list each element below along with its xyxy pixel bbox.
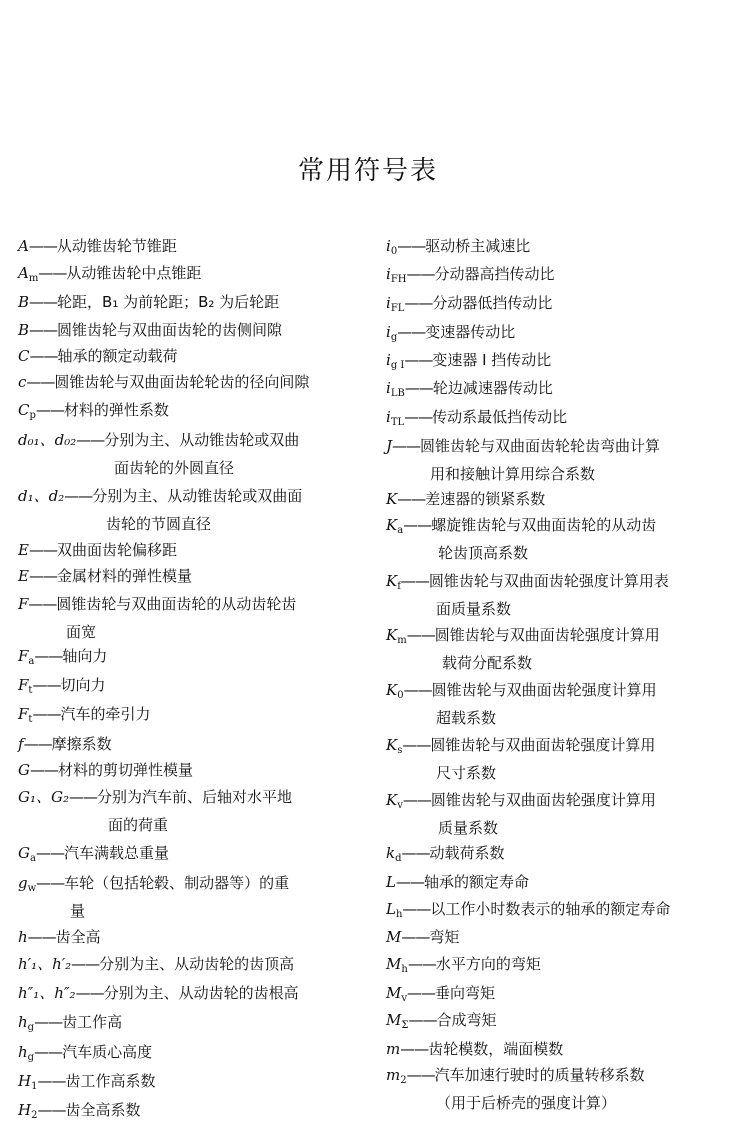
em-dash: ——: [27, 928, 56, 946]
symbol: J: [386, 437, 393, 455]
right-entry: [386, 571, 669, 618]
left-entry: [18, 1042, 152, 1068]
symbol-description: 分别为主、从动齿轮的齿根高: [103, 984, 299, 1002]
em-dash: ——: [407, 984, 436, 1002]
em-dash: ——: [400, 572, 429, 590]
right-entry: [386, 927, 459, 948]
symbol: i: [386, 237, 391, 255]
symbol: i: [386, 351, 391, 369]
symbol: L: [386, 873, 396, 891]
symbol-subscript: TL: [390, 417, 405, 428]
symbol: i: [386, 408, 391, 426]
symbol-description: 材料的弹性系数: [63, 401, 169, 419]
em-dash: ——: [75, 984, 104, 1002]
em-dash: ——: [29, 761, 58, 779]
symbol-description: 圆锥齿轮与双曲面齿轮轮齿弯曲计算: [420, 437, 661, 455]
symbol-description: 传动系最低挡传动比: [432, 408, 568, 426]
symbol: K: [386, 490, 398, 508]
em-dash: ——: [29, 321, 58, 339]
symbol-description: 差速器的锁紧系数: [425, 490, 546, 508]
symbol-subscript: Σ: [401, 1020, 409, 1031]
em-dash: ——: [404, 294, 433, 312]
em-dash: ——: [32, 676, 61, 694]
symbol-subscript: p: [29, 410, 36, 421]
page-title: 常用符号表: [297, 156, 438, 186]
symbol-subscript: g: [27, 1052, 35, 1063]
symbol-subscript: v: [401, 993, 408, 1004]
symbol-subscript: 2: [31, 1110, 38, 1121]
left-entry: [18, 236, 177, 257]
symbol: K: [386, 626, 398, 644]
left-entry: [18, 927, 101, 948]
em-dash: ——: [29, 347, 58, 365]
em-dash: ——: [35, 844, 64, 862]
symbol: G: [18, 761, 30, 779]
em-dash: ——: [34, 647, 63, 665]
right-entry: [386, 293, 552, 319]
description-continuation: 用和接触计算用综合系数: [430, 465, 596, 483]
em-dash: ——: [28, 595, 57, 613]
em-dash: ——: [28, 541, 57, 559]
em-dash: ——: [407, 955, 436, 973]
symbol: K: [386, 681, 398, 699]
description-continuation: 面质量系数: [436, 600, 512, 618]
right-entry: [386, 489, 545, 510]
right-entry: [386, 236, 530, 262]
symbol: E: [18, 567, 29, 585]
em-dash: ——: [397, 237, 426, 255]
symbol-description: 合成弯矩: [436, 1011, 497, 1029]
symbol-description: 汽车满载总重量: [63, 844, 169, 862]
em-dash: ——: [402, 900, 431, 918]
left-entry: [18, 540, 177, 561]
symbol-subscript: w: [27, 883, 37, 894]
em-dash: ——: [402, 791, 431, 809]
symbol-description: 轴向力: [62, 647, 108, 665]
symbol-subscript: v: [397, 800, 403, 811]
left-entry: [18, 983, 299, 1004]
symbol-description: 轴承的额定动载荷: [57, 347, 178, 365]
symbol-subscript: a: [28, 656, 35, 667]
left-entry: [18, 675, 105, 701]
em-dash: ——: [23, 735, 52, 753]
symbol-description: 汽车质心高度: [62, 1043, 153, 1061]
symbol: F: [18, 705, 29, 723]
symbol-subscript: FL: [390, 303, 405, 314]
symbol-description: 驱动桥主减速比: [425, 237, 531, 255]
symbol-description: 汽车加速行驶时的质量转移系数: [434, 1066, 645, 1084]
symbol-description: 切向力: [60, 676, 106, 694]
symbol: i: [386, 265, 391, 283]
symbol-description: 齿全高: [55, 928, 101, 946]
symbol: h″₁、h″₂: [18, 984, 76, 1002]
symbol-subscript: h: [401, 964, 408, 975]
symbol-description: 分别为汽车前、后轴对水平地: [97, 788, 293, 806]
symbol-subscript: f: [397, 581, 401, 592]
right-entry: [386, 436, 661, 483]
symbol-subscript: 2: [400, 1075, 407, 1086]
em-dash: ——: [34, 1013, 63, 1031]
symbol-description: 齿轮模数，端面模数: [428, 1040, 564, 1058]
symbol: d₁、d₂: [18, 487, 65, 505]
symbol: B: [18, 293, 30, 311]
right-entry: [386, 983, 495, 1009]
em-dash: ——: [392, 437, 421, 455]
symbol: i: [386, 379, 391, 397]
symbol-subscript: t: [28, 685, 33, 696]
em-dash: ——: [34, 1043, 63, 1061]
description-continuation: 齿轮的节圆直径: [106, 515, 212, 533]
right-entry: [386, 378, 553, 404]
left-entry: [18, 954, 294, 975]
symbol: h: [18, 928, 28, 946]
em-dash: ——: [32, 705, 61, 723]
em-dash: ——: [38, 264, 67, 282]
em-dash: ——: [28, 567, 57, 585]
description-continuation: 质量系数: [438, 819, 499, 837]
symbol: A: [18, 264, 29, 282]
symbol-description: 水平方向的弯矩: [435, 955, 541, 973]
symbol: E: [18, 541, 29, 559]
left-entry: [18, 1071, 155, 1097]
right-entry: [386, 680, 657, 727]
symbol-description: 双曲面齿轮偏移距: [56, 541, 177, 559]
symbol: F: [18, 676, 29, 694]
symbol: M: [386, 1011, 402, 1029]
left-entry: [18, 873, 290, 920]
symbol: k: [386, 844, 396, 862]
em-dash: ——: [36, 874, 65, 892]
symbol: K: [386, 572, 398, 590]
em-dash: ——: [28, 237, 57, 255]
symbol-subscript: g: [27, 1022, 35, 1033]
symbol-description: 从动锥齿轮中点锥距: [66, 264, 202, 282]
symbol-description: 材料的剪切弹性模量: [57, 761, 193, 779]
em-dash: ——: [395, 873, 424, 891]
symbol-description: 圆锥齿轮与双曲面齿轮强度计算用: [430, 791, 656, 809]
left-entry: [18, 292, 279, 313]
symbol-subscript: 0: [390, 246, 398, 257]
left-entry: [18, 646, 107, 672]
em-dash: ——: [397, 323, 426, 341]
em-dash: ——: [406, 265, 435, 283]
symbol: M: [386, 984, 402, 1002]
right-entry: [386, 735, 656, 782]
left-entry: [18, 263, 201, 289]
symbol: K: [386, 516, 398, 534]
symbol-subscript: g: [390, 332, 398, 343]
right-entry: [386, 843, 505, 869]
left-entry: [18, 346, 178, 367]
em-dash: ——: [403, 681, 432, 699]
symbol-description: 变速器传动比: [425, 323, 516, 341]
right-entry: [386, 1010, 496, 1036]
em-dash: ——: [402, 736, 431, 754]
em-dash: ——: [397, 490, 426, 508]
symbol: M: [386, 955, 402, 973]
em-dash: ——: [404, 408, 433, 426]
em-dash: ——: [406, 1066, 435, 1084]
description-continuation: 面齿轮的外圆直径: [114, 459, 235, 477]
left-entry: [18, 1100, 140, 1126]
description-continuation: 载荷分配系数: [442, 654, 533, 672]
description-continuation: （用于后桥壳的强度计算）: [436, 1094, 617, 1112]
em-dash: ——: [37, 1101, 66, 1119]
em-dash: ——: [406, 626, 435, 644]
symbol: H: [18, 1101, 32, 1119]
left-entry: [18, 594, 297, 641]
em-dash: ——: [71, 955, 100, 973]
right-entry: [386, 515, 657, 562]
symbol-description: 以工作小时数表示的轴承的额定寿命: [430, 900, 671, 918]
symbol-subscript: 1: [31, 1081, 38, 1092]
symbol: C: [18, 347, 30, 365]
description-continuation: 面的荷重: [108, 816, 169, 834]
description-continuation: 量: [70, 902, 86, 920]
symbol-description: 圆锥齿轮与双曲面齿轮强度计算用: [431, 681, 657, 699]
symbol-description: 轴承的额定寿命: [423, 873, 529, 891]
em-dash: ——: [35, 401, 64, 419]
symbol-description: 从动锥齿轮节锥距: [56, 237, 177, 255]
symbol-description: 圆锥齿轮与双曲面齿轮轮齿的径向间隙: [54, 373, 310, 391]
em-dash: ——: [408, 1011, 437, 1029]
em-dash: ——: [404, 379, 433, 397]
symbol: h: [18, 1043, 28, 1061]
right-entry: [386, 790, 656, 837]
em-dash: ——: [69, 788, 97, 806]
symbol-subscript: 0: [397, 690, 404, 701]
symbol: B: [18, 321, 30, 339]
symbol-description: 齿全高系数: [65, 1101, 141, 1119]
symbol-description: 分动器低挡传动比: [432, 294, 553, 312]
right-entry: [386, 264, 555, 290]
right-entry: [386, 954, 541, 980]
symbol: d₀₁、d₀₂: [18, 431, 77, 449]
symbol: G: [18, 844, 30, 862]
symbol: i: [386, 323, 391, 341]
description-continuation: 超载系数: [436, 709, 497, 727]
symbol-description: 汽车的牵引力: [60, 705, 151, 723]
symbol: F: [18, 647, 29, 665]
left-entry: [18, 372, 309, 393]
right-entry: [386, 1039, 563, 1060]
left-entry: [18, 704, 150, 730]
symbol-subscript: g I: [390, 360, 405, 371]
symbol-subscript: a: [29, 853, 36, 864]
right-entry: [386, 1065, 645, 1112]
left-entry: [18, 1012, 122, 1038]
symbol: m: [386, 1040, 401, 1058]
left-entry: [18, 430, 300, 477]
right-entry: [386, 322, 515, 348]
symbol-subscript: d: [395, 853, 402, 864]
symbol-subscript: s: [397, 745, 403, 756]
symbol-subscript: a: [397, 525, 404, 536]
left-entry: [18, 843, 169, 869]
symbol-description: 圆锥齿轮与双曲面齿轮的齿侧间隙: [57, 321, 283, 339]
symbol-subscript: FH: [390, 274, 407, 285]
symbol-description: 弯矩: [429, 928, 460, 946]
symbol-description: 齿工作高系数: [65, 1072, 156, 1090]
right-entry: [386, 407, 567, 433]
symbol: m: [386, 1066, 401, 1084]
symbol: f: [18, 735, 24, 753]
symbol: M: [386, 928, 402, 946]
symbol-description: 动载荷系数: [429, 844, 505, 862]
left-entry: [18, 320, 282, 341]
left-entry: [18, 400, 169, 426]
symbol-description: 轮边减速器传动比: [432, 379, 553, 397]
symbol: L: [386, 900, 396, 918]
symbol-description: 圆锥齿轮与双曲面齿轮强度计算用: [434, 626, 660, 644]
right-entry: [386, 872, 529, 893]
em-dash: ——: [400, 1040, 429, 1058]
symbol: c: [18, 373, 27, 391]
symbol-description: 金属材料的弹性模量: [56, 567, 192, 585]
symbol: i: [386, 294, 391, 312]
symbol-description: 齿工作高: [62, 1013, 123, 1031]
symbol-description: 轮距，B₁ 为前轮距；B₂ 为后轮距: [57, 293, 280, 311]
symbol: h′₁、h′₂: [18, 955, 72, 973]
em-dash: ——: [76, 431, 105, 449]
right-entry: [386, 899, 670, 925]
symbol: A: [18, 237, 29, 255]
symbol-description: 分别为主、从动锥齿轮或双曲: [104, 431, 300, 449]
symbol-subscript: LB: [390, 388, 405, 399]
symbol-subscript: t: [28, 714, 33, 725]
symbol: H: [18, 1072, 32, 1090]
em-dash: ——: [404, 351, 433, 369]
em-dash: ——: [64, 487, 93, 505]
symbol: K: [386, 791, 398, 809]
left-entry: [18, 566, 192, 587]
em-dash: ——: [401, 844, 430, 862]
symbol-subscript: m: [28, 273, 39, 284]
description-continuation: 面宽: [66, 623, 97, 641]
em-dash: ——: [29, 293, 58, 311]
symbol: g: [18, 874, 28, 892]
left-entry: [18, 760, 193, 781]
symbol: F: [18, 595, 29, 613]
em-dash: ——: [26, 373, 55, 391]
symbol: h: [18, 1013, 28, 1031]
em-dash: ——: [403, 516, 432, 534]
symbol-subscript: h: [395, 909, 403, 920]
right-entry: [386, 350, 551, 376]
symbol-description: 摩擦系数: [51, 735, 112, 753]
em-dash: ——: [401, 928, 430, 946]
left-entry: [18, 787, 293, 834]
symbol-description: 分别为主、从动锥齿轮或双曲面: [92, 487, 303, 505]
description-continuation: 尺寸系数: [436, 764, 497, 782]
symbol-description: 变速器 I 挡传动比: [432, 351, 552, 369]
left-entry: [18, 734, 112, 755]
left-entry: [18, 486, 303, 533]
symbol-description: 车轮（包括轮毂、制动器等）的重: [64, 874, 290, 892]
symbol-description: 螺旋锥齿轮与双曲面齿轮的从动齿: [431, 516, 657, 534]
symbol-description: 圆锥齿轮与双曲面齿轮的从动齿轮齿: [56, 595, 297, 613]
symbol: G₁、G₂: [18, 788, 69, 806]
symbol-description: 圆锥齿轮与双曲面齿轮强度计算用表: [428, 572, 669, 590]
right-entry: [386, 625, 660, 672]
description-continuation: 轮齿顶高系数: [438, 544, 529, 562]
symbol-description: 圆锥齿轮与双曲面齿轮强度计算用: [430, 736, 656, 754]
symbol-subscript: m: [397, 635, 407, 646]
symbol-description: 分别为主、从动齿轮的齿顶高: [99, 955, 295, 973]
em-dash: ——: [37, 1072, 66, 1090]
symbol: C: [18, 401, 30, 419]
symbol-description: 垂向弯矩: [435, 984, 496, 1002]
symbol: K: [386, 736, 398, 754]
symbol-description: 分动器高挡传动比: [434, 265, 555, 283]
